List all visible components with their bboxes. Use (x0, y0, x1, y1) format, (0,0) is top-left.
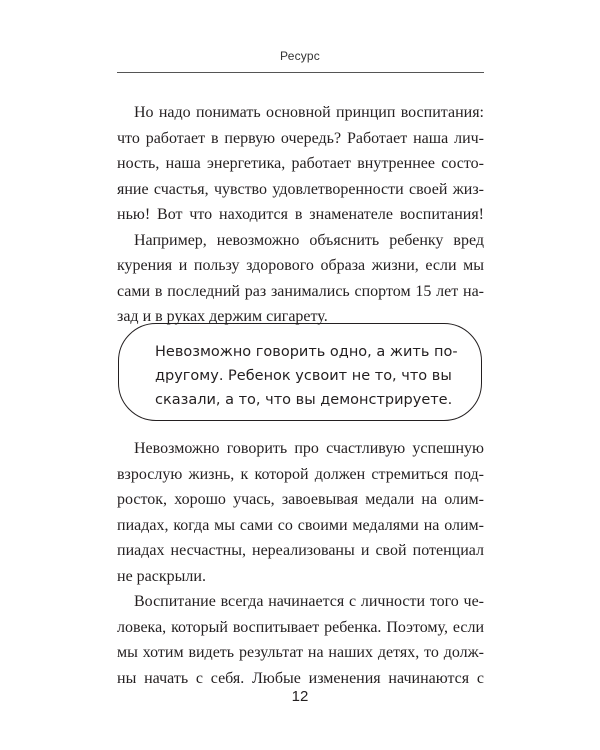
text-line: сами в последний раз занимались спортом 15 лет на- (117, 282, 484, 300)
text-line: Невозможно говорить про счастливую успешную (134, 440, 484, 457)
text-line: ны начать с себя. Любые изменения начинаются с (117, 669, 484, 687)
text-line: пиадах, когда мы сами со своими медалями на олим- (117, 516, 484, 534)
text-line: взрослую жизнь, к которой должен стремиться под- (117, 465, 484, 483)
text-line: мы хотим видеть результат на наших детях, то долж- (117, 644, 484, 661)
text-line: ловека, который воспитывает ребенка. Поэтому, если (117, 618, 484, 636)
text-line: не раскрыли. (117, 567, 206, 585)
text-line: Но надо понимать основной принцип воспитания: (134, 104, 484, 121)
text-line: пиадах несчастны, нереализованы и свой потенциал (117, 542, 484, 559)
text-block-bottom (117, 436, 484, 691)
header-divider (117, 72, 484, 73)
page-number: 12 (291, 688, 309, 705)
paragraph (117, 436, 484, 589)
callout-line: другому. Ребенок усвоит не то, что вы (155, 368, 452, 384)
paragraph (117, 589, 484, 691)
text-line: росток, хорошо учась, завоевывая медали на олим- (117, 491, 484, 508)
text-block-top (117, 100, 484, 330)
text-line: зад и в руках держим сигарету. (117, 308, 328, 325)
callout-line: сказали, а то, что вы демонстрируете. (155, 392, 453, 408)
text-line: нью! Вот что находится в знаменателе воспитания! (117, 206, 484, 223)
paragraph (117, 228, 484, 330)
paragraph (117, 100, 484, 228)
quote-callout-text (155, 340, 458, 412)
text-line: что работает в первую очередь? Работает наша лич- (117, 129, 484, 147)
callout-line: Невозможно говорить одно, а жить по- (155, 344, 458, 360)
text-line: Воспитание всегда начинается с личности того че- (134, 593, 484, 610)
text-line: курения и пользу здорового образа жизни, если мы (117, 257, 484, 274)
text-line: Например, невозможно объяснить ребенку вред (134, 231, 484, 249)
text-line: ность, наша энергетика, работает внутреннее состо- (117, 155, 484, 172)
running-header: Ресурс (280, 49, 320, 63)
text-line: яние счастья, чувство удовлетворенности своей жиз- (117, 180, 484, 198)
